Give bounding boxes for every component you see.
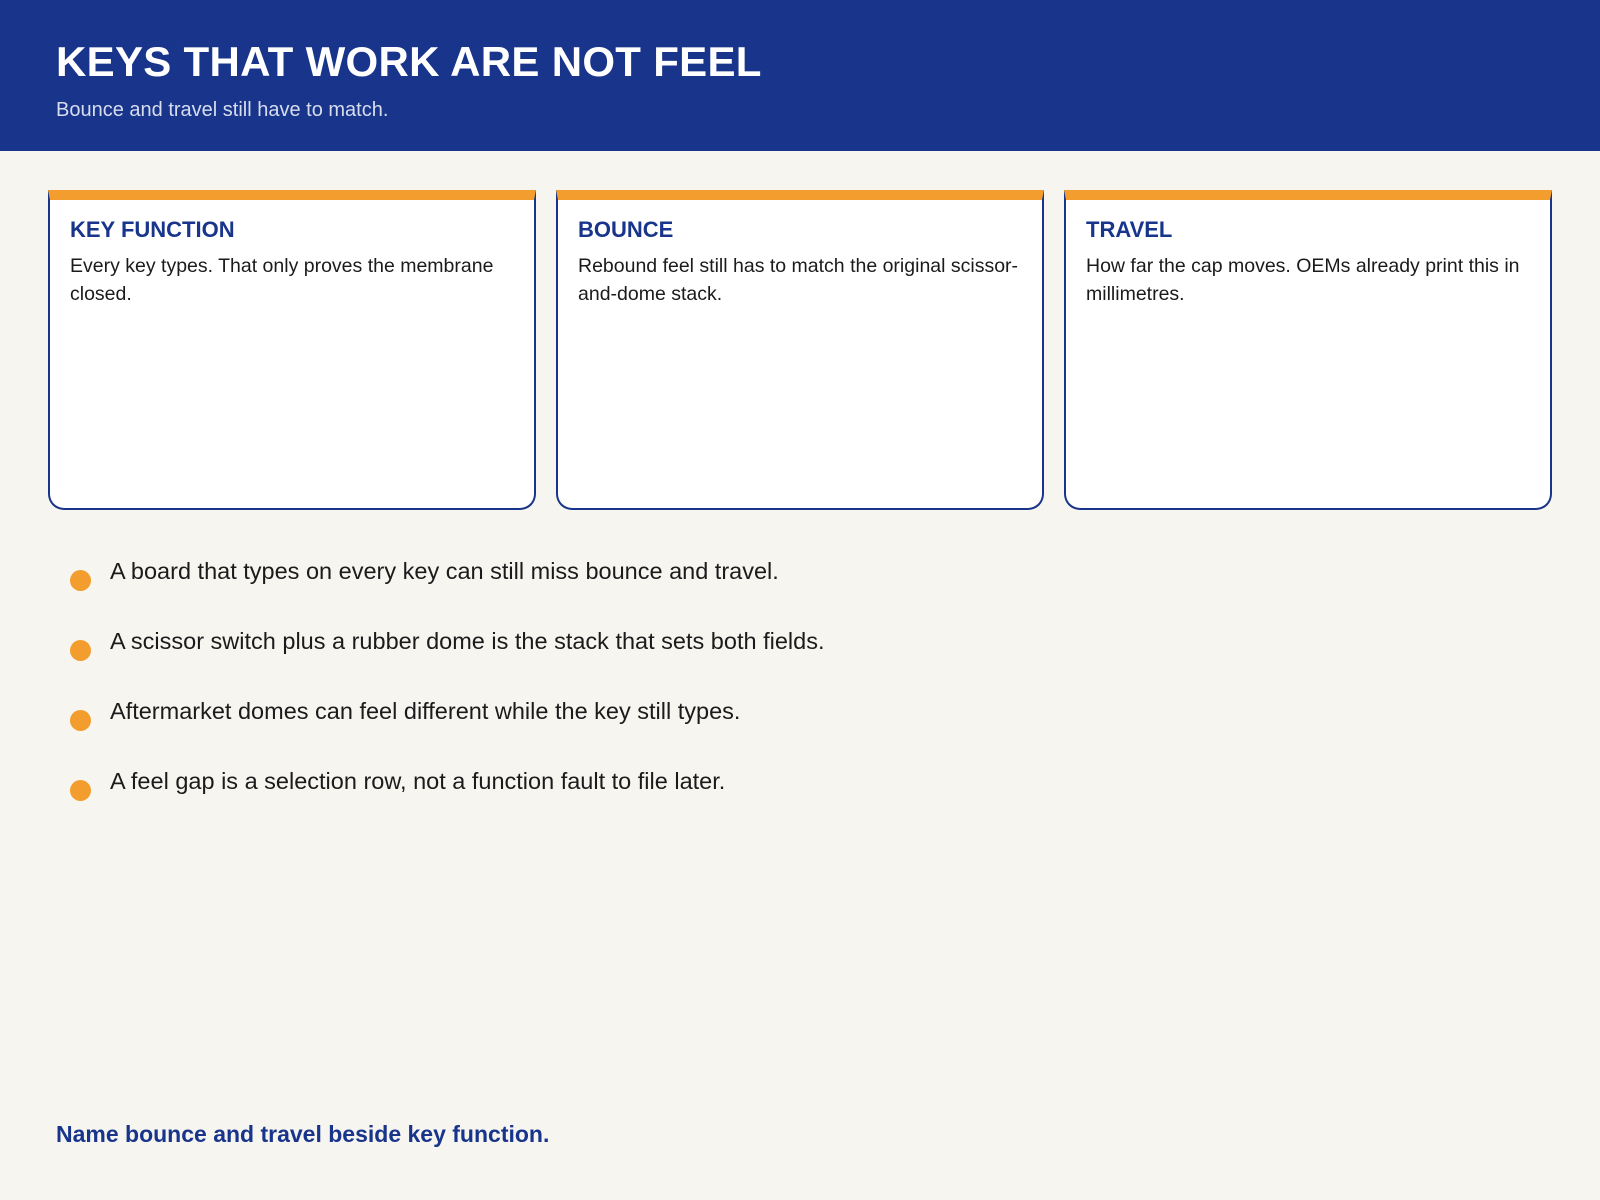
bullet-dot-icon — [70, 570, 91, 591]
card-body: How far the cap moves. OEMs already print this in millimetres. — [1086, 255, 1520, 305]
bullet-text: A scissor switch plus a rubber dome is the stack that sets both fields. — [110, 628, 825, 654]
card-travel — [1064, 190, 1552, 510]
bullet-dot-icon — [70, 640, 91, 661]
card-key-function — [48, 190, 536, 510]
bullet-text: Aftermarket domes can feel different while the key still types. — [110, 698, 741, 724]
card-body: Rebound feel still has to match the original scissor-and-dome stack. — [578, 255, 1019, 305]
page-subtitle: Bounce and travel still have to match. — [56, 99, 389, 121]
card-row — [48, 190, 1552, 510]
card-bounce — [556, 190, 1044, 510]
header-banner — [0, 0, 1600, 151]
bullet-text: A board that types on every key can still miss bounce and travel. — [110, 558, 779, 584]
card-title: BOUNCE — [578, 217, 674, 242]
bullet-item — [70, 696, 1370, 766]
bullet-item — [70, 626, 1370, 696]
card-body: Every key types. That only proves the membrane closed. — [70, 255, 494, 305]
bullet-list — [70, 556, 1370, 836]
card-title: TRAVEL — [1086, 217, 1173, 242]
page-title: KEYS THAT WORK ARE NOT FEEL — [56, 38, 762, 85]
bullet-dot-icon — [70, 710, 91, 731]
bullet-item — [70, 766, 1370, 836]
card-title: KEY FUNCTION — [70, 217, 235, 242]
footer-takeaway: Name bounce and travel beside key function. — [56, 1121, 550, 1147]
bullet-dot-icon — [70, 780, 91, 801]
bullet-item — [70, 556, 1370, 626]
bullet-text: A feel gap is a selection row, not a function fault to file later. — [110, 768, 726, 794]
